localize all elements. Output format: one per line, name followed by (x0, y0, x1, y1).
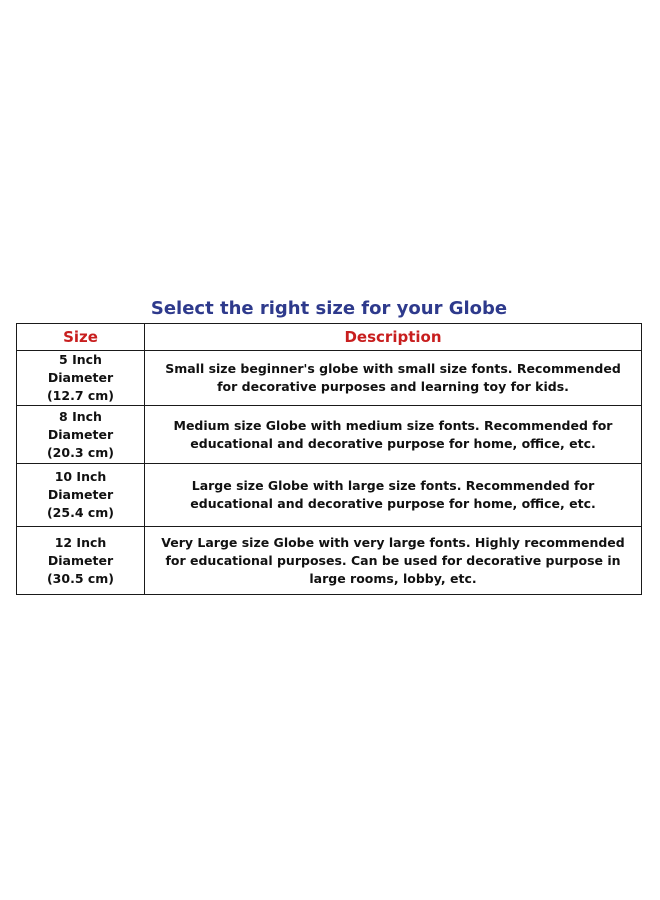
page-title: Select the right size for your Globe (150, 298, 508, 319)
size-cell (17, 527, 145, 595)
description-cell: Medium size Globe with medium size fonts. Recommended for educational and decorative purpose for home, office, etc. (145, 406, 642, 464)
size-column-header: Size (17, 324, 145, 351)
size-diameter-inches: 5 Inch Diameter (47, 352, 114, 385)
description-cell: Very Large size Globe with very large fonts. Highly recommended for educational purposes. Can be used for decorative purpose in large rooms, lobby, etc. (145, 527, 642, 595)
size-diameter-cm: (25.4 cm) (46, 505, 115, 520)
size-diameter-inches: 12 Inch Diameter (47, 534, 114, 568)
size-diameter-cm: (12.7 cm) (46, 388, 115, 403)
size-diameter-cm: (20.3 cm) (46, 444, 115, 460)
size-table (16, 323, 642, 595)
size-diameter-cm: (30.5 cm) (46, 570, 115, 586)
description-column-header: Description (145, 324, 642, 351)
description-cell: Large size Globe with large size fonts. Recommended for educational and decorative purpose for home, office, etc. (145, 464, 642, 527)
table-row (17, 464, 642, 527)
table-row (17, 351, 642, 406)
size-diameter-inches: 8 Inch Diameter (47, 408, 114, 442)
size-diameter-inches: 10 Inch Diameter (47, 469, 114, 502)
size-cell (17, 406, 145, 464)
table-row (17, 406, 642, 464)
table-row (17, 527, 642, 595)
table-header-row (17, 324, 642, 351)
size-cell (17, 351, 145, 406)
description-cell: Small size beginner's globe with small size fonts. Recommended for decorative purposes and learning toy for kids. (145, 351, 642, 406)
size-cell (17, 464, 145, 527)
